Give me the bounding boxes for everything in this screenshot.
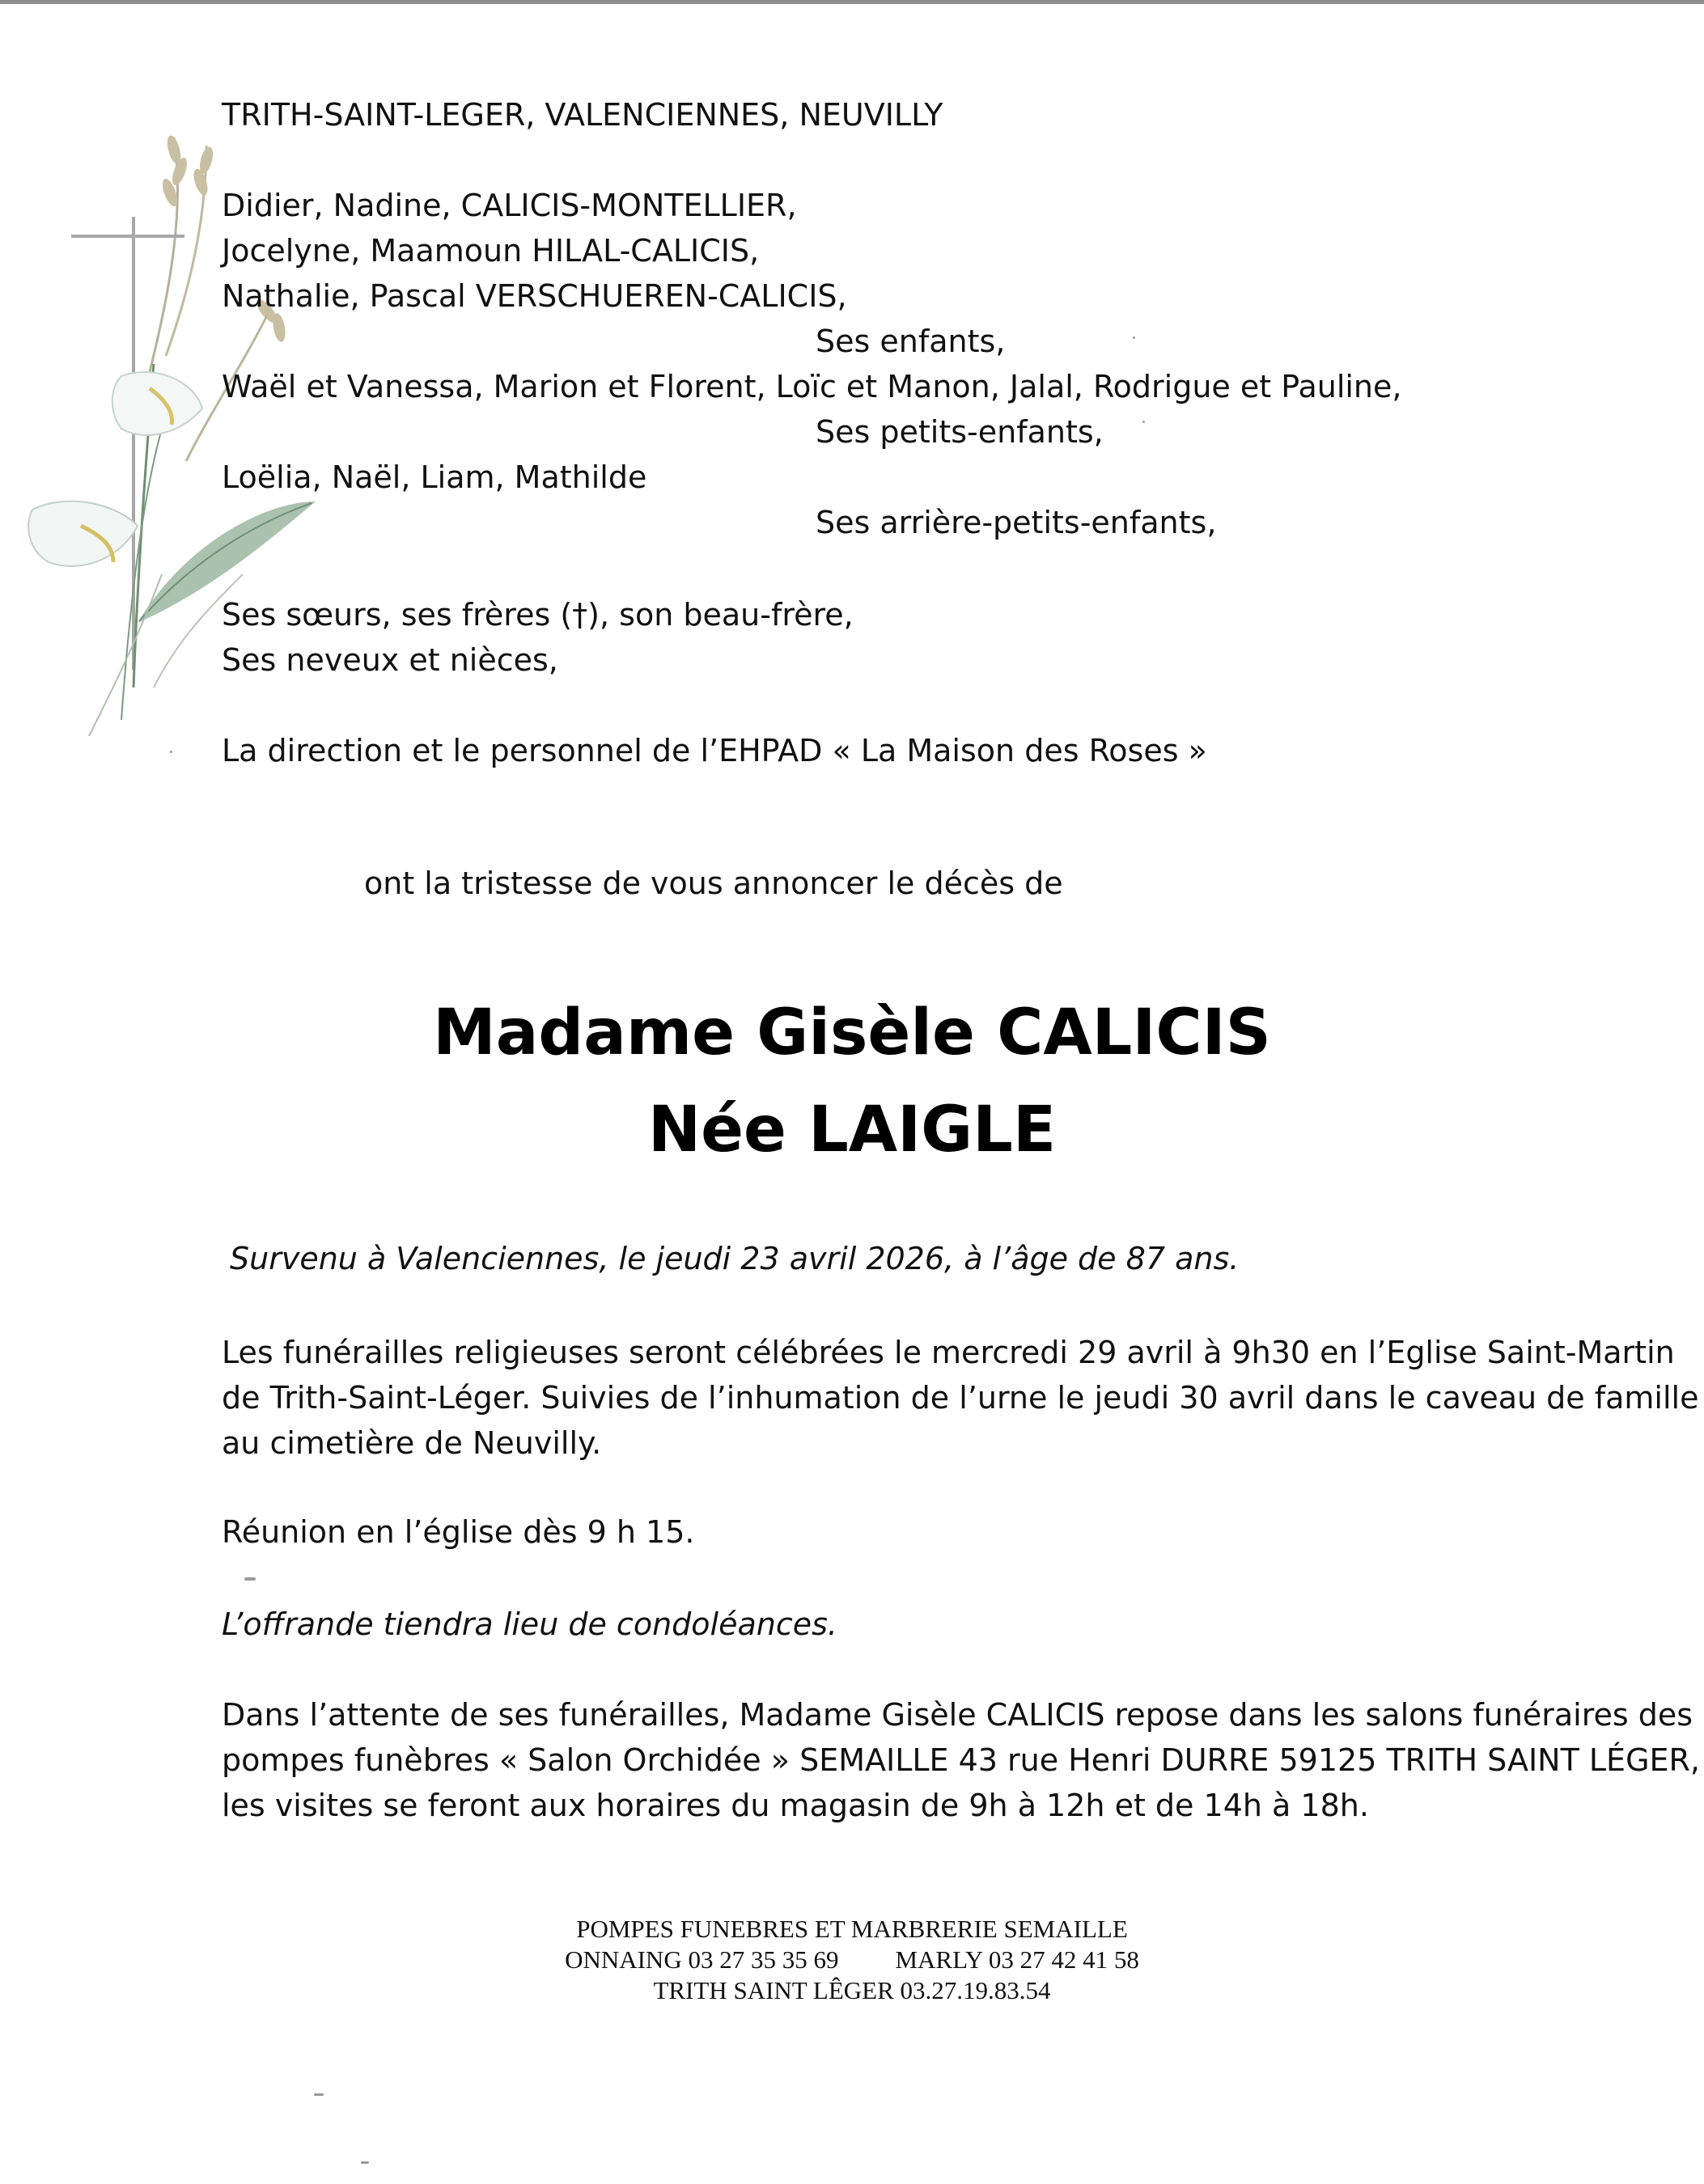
children-label: Ses enfants, — [816, 324, 1006, 359]
children-names-line: Didier, Nadine, CALICIS-MONTELLIER, — [222, 188, 797, 223]
scan-speck — [1142, 421, 1145, 423]
rest-line: pompes funèbres « Salon Orchidée » SEMAILLE 43 rue Henri DURRE 59125 TRITH SAINT LÉGER, — [222, 1742, 1701, 1778]
funeral-home-name: POMPES FUNEBRES ET MARBRERIE SEMAILLE — [576, 1915, 1128, 1943]
death-details: Survenu à Valenciennes, le jeudi 23 avril 2026, à l’âge de 87 ans. — [230, 1241, 1240, 1276]
siblings-line: Ses sœurs, ses frères (†), son beau-frère, — [222, 597, 854, 633]
maiden-name: Née LAIGLE — [647, 1094, 1057, 1166]
funeral-home-phones — [0, 1945, 1704, 1974]
marly-phone: MARLY 03 27 42 41 58 — [895, 1945, 1139, 1974]
institution-line: La direction et le personnel de l’EHPAD « La Maison des Roses » — [222, 733, 1207, 768]
children-names-line: Nathalie, Pascal VERSCHUEREN-CALICIS, — [222, 278, 847, 314]
trith-phone: TRITH SAINT LÊGER 03.27.19.83.54 — [653, 1976, 1051, 2004]
scan-edge — [0, 0, 1704, 4]
funeral-line: Les funérailles religieuses seront célébrées le mercredi 29 avril à 9h30 en l’Eglise Saint-Martin — [222, 1335, 1675, 1370]
deceased-name: Madame Gisèle CALICIS — [433, 997, 1271, 1069]
great-grandchildren-label: Ses arrière-petits-enfants, — [816, 505, 1217, 540]
funeral-line: de Trith-Saint-Léger. Suivies de l’inhumation de l’urne le jeudi 30 avril dans le caveau de famille — [222, 1380, 1699, 1416]
rest-line: Dans l’attente de ses funérailles, Madame Gisèle CALICIS repose dans les salons funéraires des — [222, 1697, 1693, 1733]
places-heading: TRITH-SAINT-LEGER, VALENCIENNES, NEUVILLY — [222, 97, 943, 133]
scan-speck — [244, 1577, 256, 1581]
children-names-line: Jocelyne, Maamoun HILAL-CALICIS, — [222, 233, 760, 269]
funeral-line: au cimetière de Neuvilly. — [222, 1425, 602, 1461]
announcement-intro: ont la tristesse de vous annoncer le décès de — [364, 866, 1063, 901]
scan-speck — [1133, 336, 1135, 339]
offering-line: L’offrande tiendra lieu de condoléances. — [222, 1606, 837, 1642]
great-grandchildren-names: Loëlia, Naël, Liam, Mathilde — [222, 459, 647, 495]
meeting-line: Réunion en l’église dès 9 h 15. — [222, 1514, 695, 1550]
grandchildren-label: Ses petits-enfants, — [816, 414, 1104, 450]
grandchildren-names: Waël et Vanessa, Marion et Florent, Loïc et Manon, Jalal, Rodrigue et Pauline, — [222, 369, 1402, 404]
scan-speck — [361, 2161, 369, 2164]
rest-line: les visites se feront aux horaires du magasin de 9h à 12h et de 14h à 18h. — [222, 1788, 1369, 1823]
onnaing-phone: ONNAING 03 27 35 35 69 — [565, 1945, 839, 1974]
scan-speck — [170, 751, 172, 753]
nephews-line: Ses neveux et nièces, — [222, 642, 558, 678]
scan-speck — [314, 2093, 324, 2096]
